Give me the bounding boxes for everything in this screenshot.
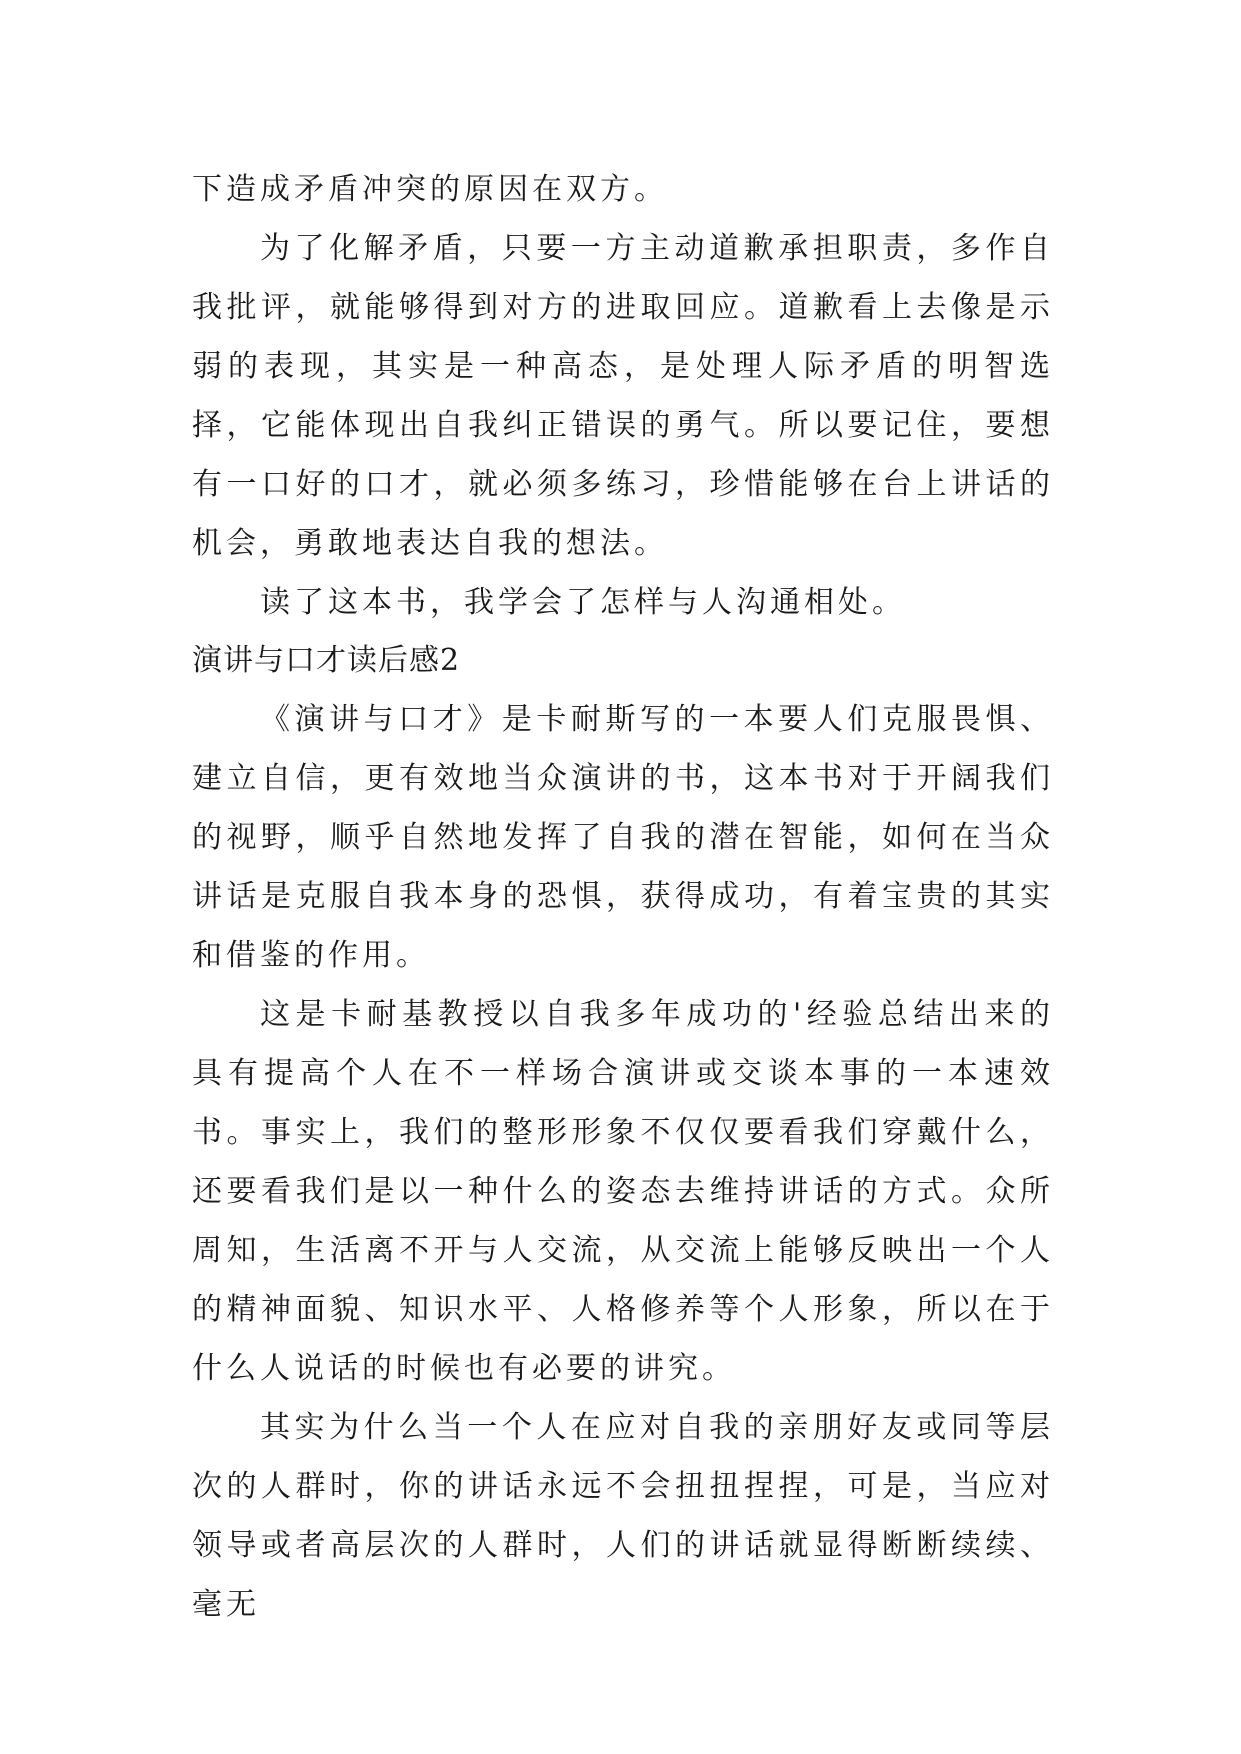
paragraph-2: 为了化解矛盾，只要一方主动道歉承担职责，多作自我批评，就能够得到对方的进取回应。道歉看上去像是示弱的表现，其实是一种高态，是处理人际矛盾的明智选择，它能体现出自我纠正错误的勇气。所以要记住，要想有一口好的口才，就必须多练习，珍惜能够在台上讲话的机会，勇敢地表达自我的想法。 (192, 231, 1054, 561)
paragraph-4: 《演讲与口才》是卡耐斯写的一本要人们克服畏惧、建立自信，更有效地当众演讲的书，这本书对于开阔我们的视野，顺乎自然地发挥了自我的潜在智能，如何在当众讲话是克服自我本身的恐惧，获得成功，有着宝贵的其实和借鉴的作用。 (192, 702, 1054, 973)
paragraph-5: 这是卡耐基教授以自我多年成功的'经验总结出来的具有提高个人在不一样场合演讲或交谈本事的一本速效书。事实上，我们的整形形象不仅仅要看我们穿戴什么，还要看我们是以一种什么的姿态去维持讲话的方式。众所周知，生活离不开与人交流，从交流上能够反映出一个人的精神面貌、知识水平、人格修养等个人形象，所以在于什么人说话的时候也有必要的讲究。 (192, 997, 1054, 1386)
document-body (192, 160, 1054, 1634)
paragraph-3: 读了这本书，我学会了怎样与人沟通相处。 (260, 585, 906, 620)
section-heading: 演讲与口才读后感2 (192, 643, 461, 678)
paragraph-6: 其实为什么当一个人在应对自我的亲朋好友或同等层次的人群时，你的讲话永远不会扭扭捏捏，可是，当应对领导或者高层次的人群时，人们的讲话就显得断断续续、毫无 (192, 1410, 1054, 1622)
paragraph-1: 下造成矛盾冲突的原因在双方。 (192, 172, 668, 207)
